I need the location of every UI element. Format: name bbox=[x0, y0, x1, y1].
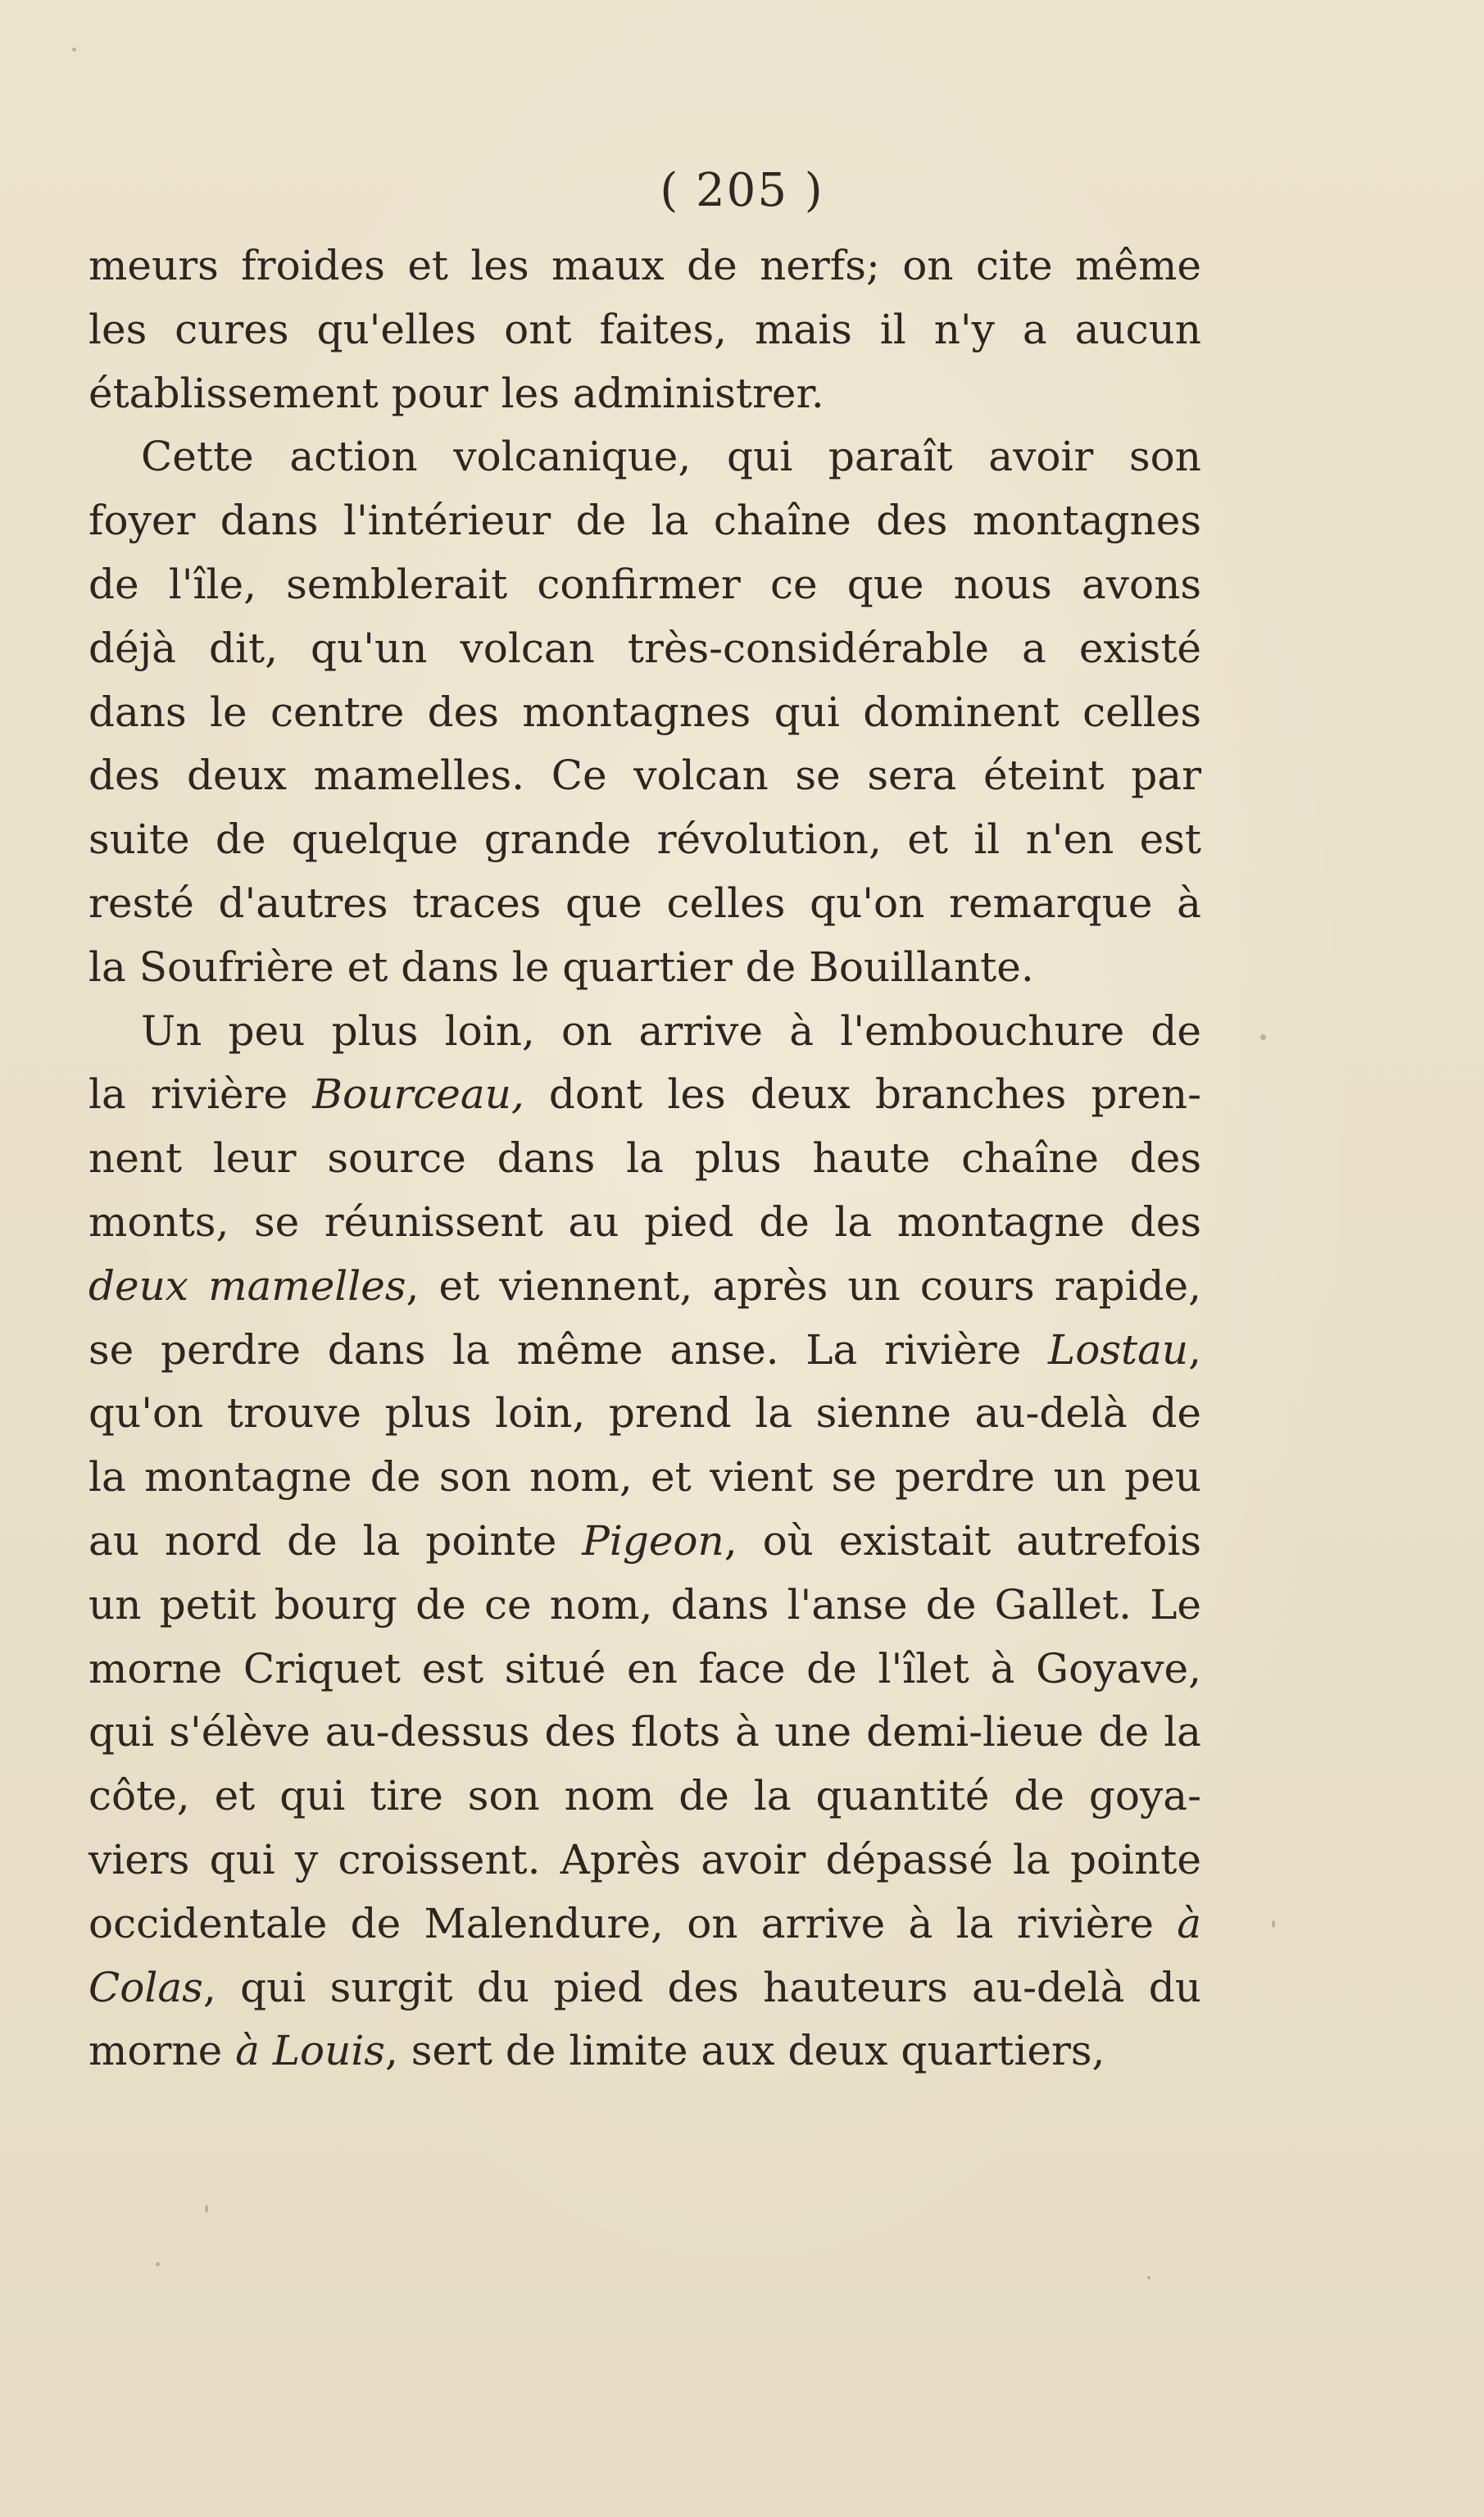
italic-name: Lostau bbox=[1048, 1325, 1189, 1374]
text-line: monts, se réunissent au pied de la montagne des bbox=[88, 1197, 1201, 1246]
text-line: côte, et qui tire son nom de la quantité de goya- bbox=[88, 1772, 1201, 1820]
text-line: au nord de la pointe Pigeon, où existait autrefois bbox=[88, 1516, 1201, 1565]
italic-name: Colas bbox=[88, 1963, 203, 2011]
paragraph-2 bbox=[88, 425, 1201, 999]
text-line: qu'on trouve plus loin, prend la sienne au-delà de bbox=[88, 1389, 1201, 1438]
italic-name: deux mamelles bbox=[88, 1261, 406, 1310]
text-line: suite de quelque grande révolution, et il n'en est bbox=[88, 816, 1201, 864]
paper-speck bbox=[1272, 1920, 1275, 1928]
text-line: morne à Louis, sert de limite aux deux quartiers, bbox=[88, 2027, 1105, 2075]
italic-name: Pigeon bbox=[582, 1516, 724, 1565]
text-line: nent leur source dans la plus haute chaîne des bbox=[88, 1134, 1201, 1183]
text-line: un petit bourg de ce nom, dans l'anse de Gallet. Le bbox=[88, 1580, 1201, 1629]
text-line: Un peu plus loin, on arrive à l'embouchure de bbox=[141, 1006, 1201, 1055]
text-line: qui s'élève au-dessus des flots à une demi-lieue de la bbox=[88, 1708, 1201, 1756]
paragraph-1 bbox=[88, 234, 1201, 425]
text-line: la montagne de son nom, et vient se perdre un peu bbox=[88, 1453, 1201, 1502]
text-line: resté d'autres traces que celles qu'on remarque à bbox=[88, 879, 1201, 927]
paragraph-3 bbox=[88, 1000, 1201, 2084]
paper-speck bbox=[205, 2205, 208, 2213]
italic-name: à bbox=[1177, 1899, 1201, 1947]
text-line: de l'île, semblerait confirmer ce que nous avons bbox=[88, 560, 1201, 608]
text-line: foyer dans l'intérieur de la chaîne des montagnes bbox=[88, 497, 1201, 545]
text-line: Cette action volcanique, qui paraît avoir son bbox=[141, 433, 1201, 481]
page-body-text bbox=[88, 234, 1201, 2083]
text-line: Colas, qui surgit du pied des hauteurs au-delà du bbox=[88, 1963, 1201, 2011]
paper-speck bbox=[1260, 1034, 1266, 1040]
page-number: ( 205 ) bbox=[660, 164, 824, 217]
paper-speck bbox=[1147, 2276, 1150, 2279]
text-line: morne Criquet est situé en face de l'îlet à Goyave, bbox=[88, 1644, 1201, 1692]
text-line: établissement pour les administrer. bbox=[88, 369, 824, 417]
text-line: viers qui y croissent. Après avoir dépassé la pointe bbox=[88, 1835, 1201, 1883]
paper-speck bbox=[72, 48, 76, 52]
text-line: se perdre dans la même anse. La rivière Lostau, bbox=[88, 1325, 1201, 1374]
italic-name: à Louis bbox=[235, 2027, 385, 2075]
text-line: occidentale de Malendure, on arrive à la rivière à bbox=[88, 1899, 1201, 1947]
paper-speck bbox=[156, 2262, 160, 2266]
text-line: déjà dit, qu'un volcan très-considérable a existé bbox=[88, 624, 1201, 672]
text-line: la Soufrière et dans le quartier de Bouillante. bbox=[88, 943, 1034, 991]
text-line: meurs froides et les maux de nerfs; on cite même bbox=[88, 242, 1201, 289]
text-line: dans le centre des montagnes qui dominent celles bbox=[88, 688, 1201, 736]
text-line: les cures qu'elles ont faites, mais il n'y a aucun bbox=[88, 305, 1201, 353]
text-line: des deux mamelles. Ce volcan se sera éteint par bbox=[88, 752, 1201, 800]
italic-name: Bourceau, bbox=[312, 1070, 524, 1119]
text-line: la rivière Bourceau, dont les deux branches pren- bbox=[88, 1070, 1201, 1119]
text-line: deux mamelles, et viennent, après un cours rapide, bbox=[88, 1261, 1201, 1310]
